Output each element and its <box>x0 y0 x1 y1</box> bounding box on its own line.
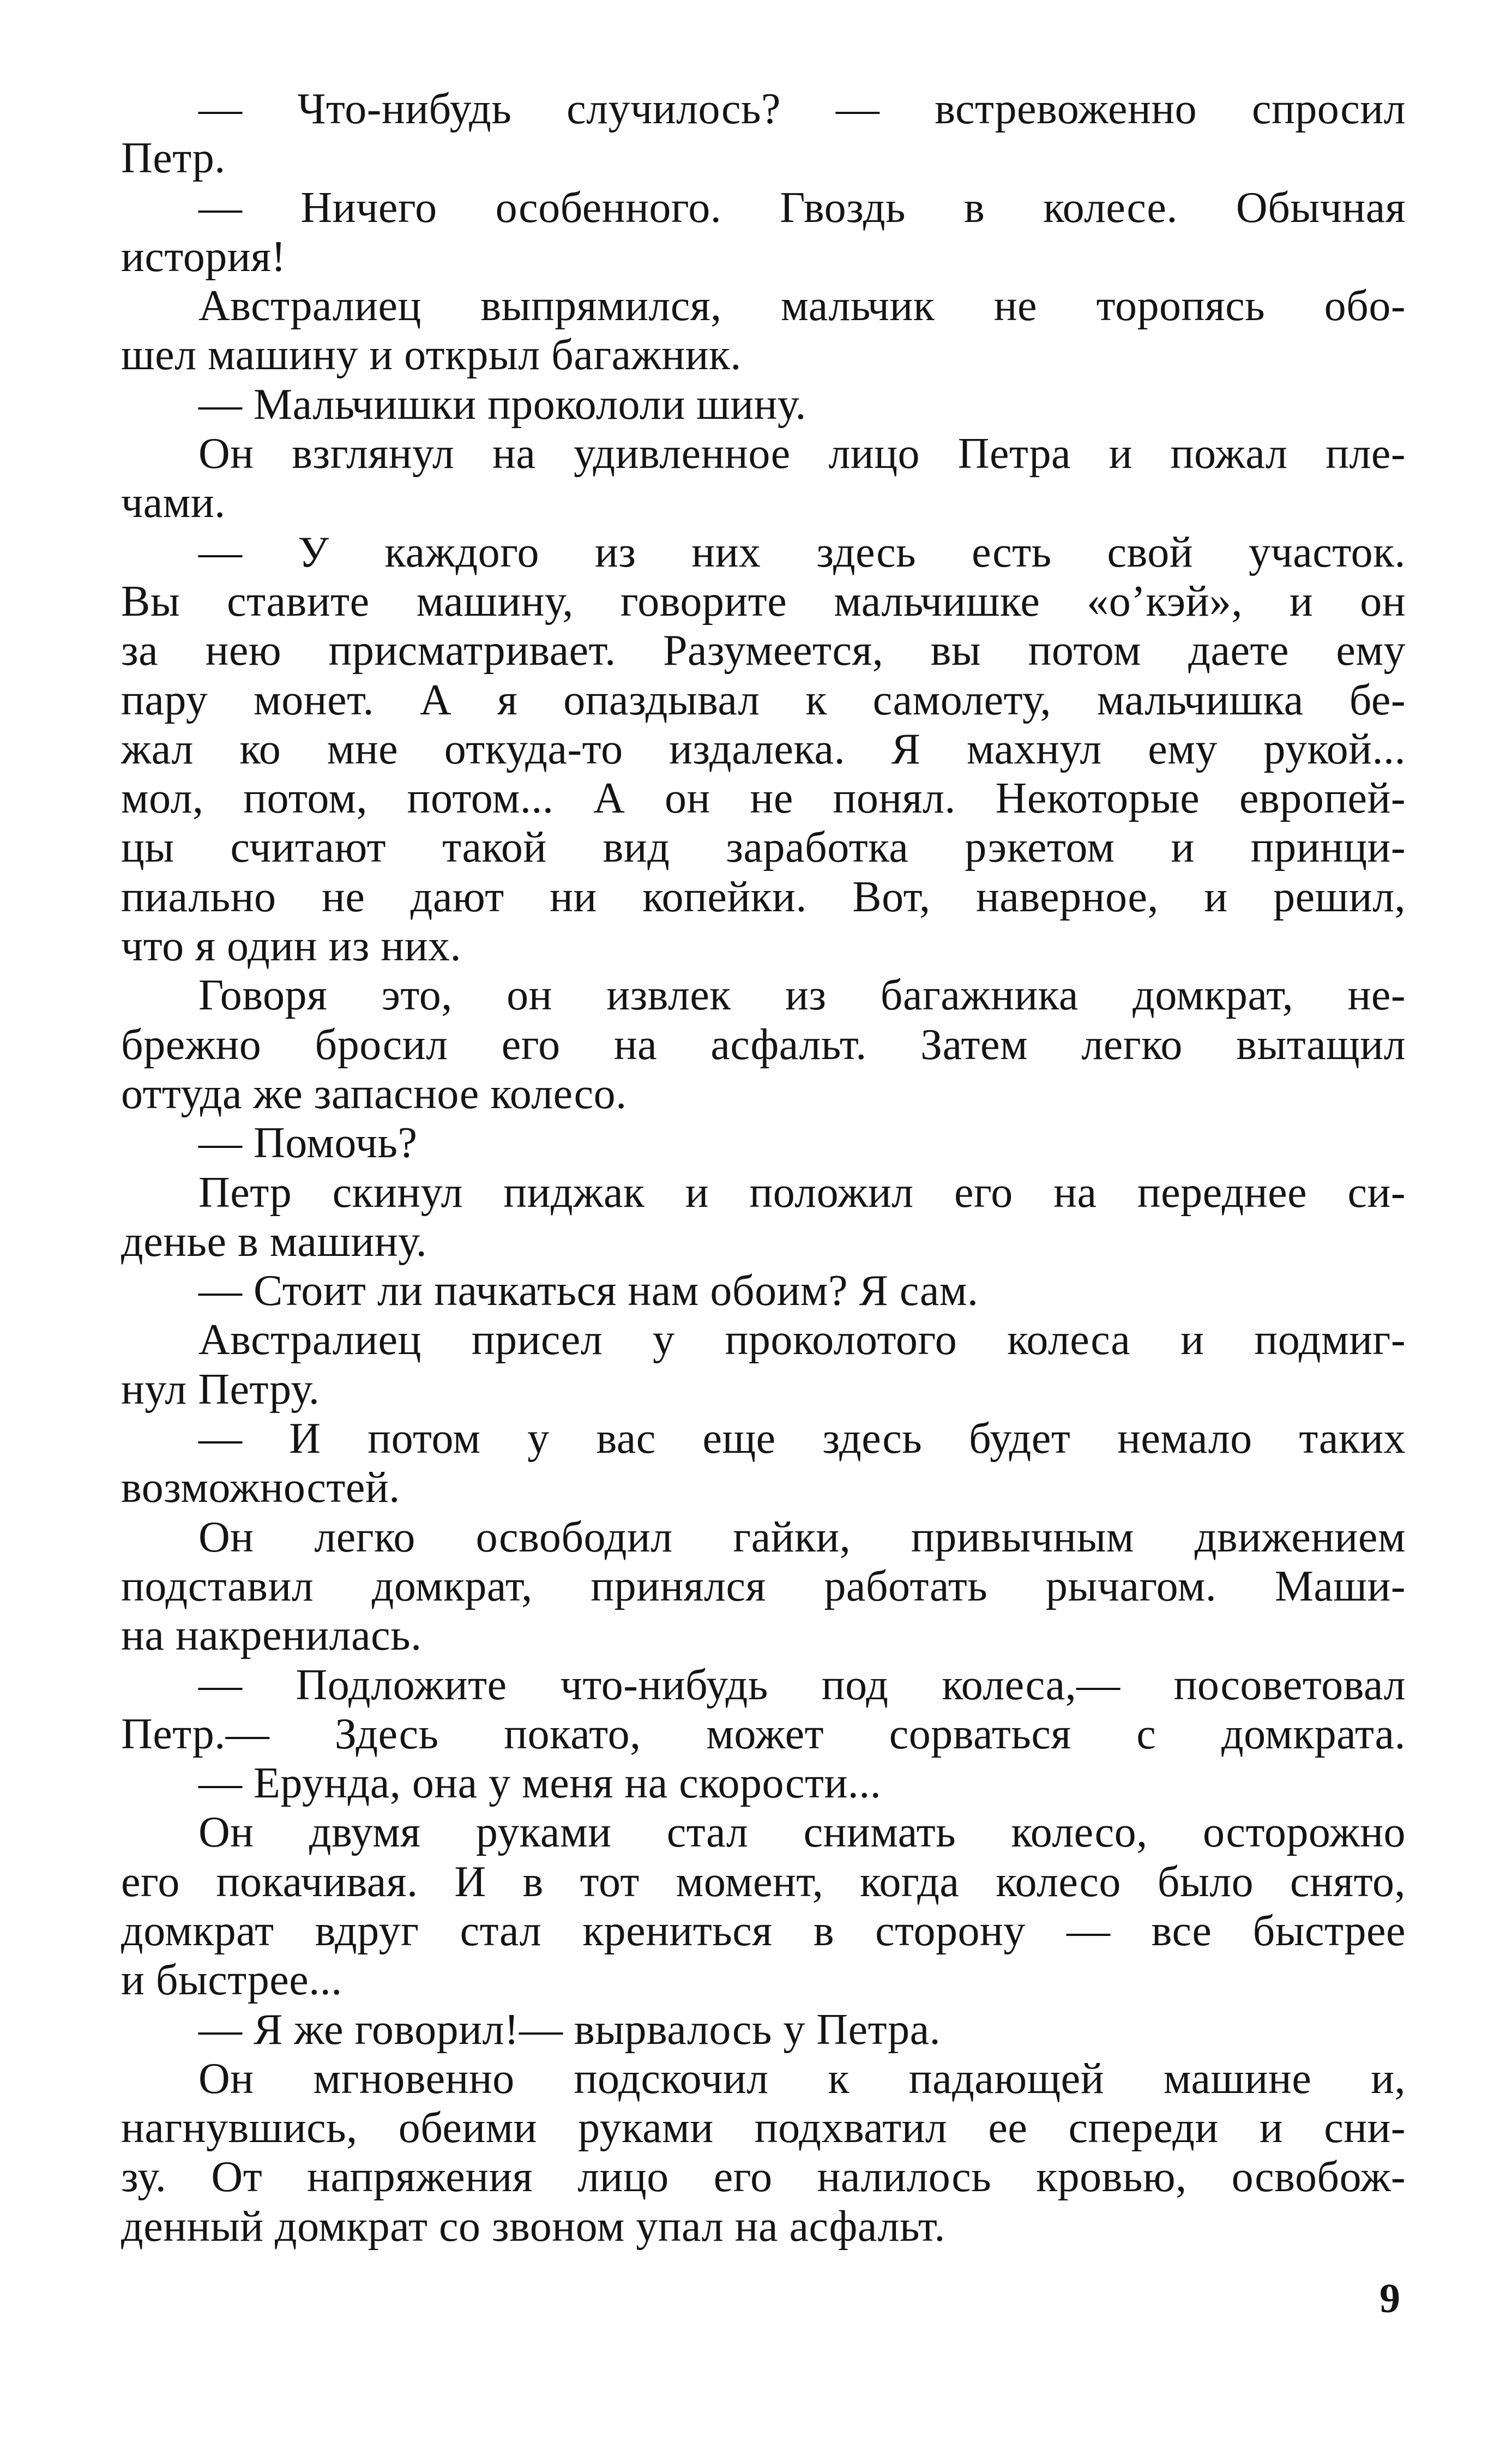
text-line: история! <box>121 232 286 281</box>
text-line: зу. От напряжения лицо его налилось кровью, освобож- <box>121 2153 1406 2202</box>
text-line: возможностей. <box>121 1464 400 1512</box>
text-line: — Подложите что-нибудь под колеса,— посоветовал <box>198 1661 1406 1709</box>
text-line: Он легко освободил гайки, привычным движением <box>198 1513 1406 1561</box>
text-line: Петр.— Здесь покато, может сорваться с домкрата. <box>121 1710 1406 1758</box>
text-line: что я один из них. <box>121 922 461 971</box>
text-line: Австралиец выпрямился, мальчик не торопясь обо- <box>198 282 1406 330</box>
text-line: денье в машину. <box>121 1217 427 1266</box>
text-line: жал ко мне откуда-то издалека. Я махнул ему рукой... <box>121 725 1406 773</box>
text-line: мол, потом, потом... А он не понял. Некоторые европей- <box>121 774 1406 823</box>
text-line: — Стоит ли пачкаться нам обоим? Я сам. <box>198 1267 979 1315</box>
text-line: пиально не дают ни копейки. Вот, наверное, и решил, <box>121 873 1406 921</box>
text-line: оттуда же запасное колесо. <box>121 1069 627 1118</box>
text-line: шел машину и открыл багажник. <box>121 331 742 380</box>
text-line: домкрат вдруг стал крениться в сторону — все быстрее <box>121 1906 1406 1955</box>
text-line: — У каждого из них здесь есть свой участок. <box>198 528 1406 576</box>
text-line: Австралиец присел у проколотого колеса и подмиг- <box>198 1316 1406 1364</box>
text-line: — Мальчишки прокололи шину. <box>198 380 806 429</box>
text-line: — Ничего особенного. Гвоздь в колесе. Обычная <box>198 183 1406 232</box>
text-line: и быстрее... <box>121 1956 342 2005</box>
text-line: — Я же говорил!— вырвалось у Петра. <box>198 2005 941 2054</box>
text-line: пару монет. А я опаздывал к самолету, мальчишка бе- <box>121 676 1406 724</box>
text-line: — Ерунда, она у меня на скорости... <box>198 1759 882 1808</box>
text-line: на накренилась. <box>121 1611 422 1660</box>
text-line: подставил домкрат, принялся работать рычагом. Маши- <box>121 1562 1406 1610</box>
text-line: Петр. <box>121 134 226 183</box>
text-line: Вы ставите машину, говорите мальчишке «о’кэй», и он <box>121 577 1406 625</box>
text-line: нагнувшись, обеими руками подхватил ее спереди и сни- <box>121 2104 1406 2152</box>
text-line: Говоря это, он извлек из багажника домкрат, не- <box>198 971 1406 1020</box>
page-number: 9 <box>1380 2276 1400 2321</box>
text-line: цы считают такой вид заработка рэкетом и принци- <box>121 823 1406 872</box>
text-line: Он мгновенно подскочил к падающей машине и, <box>198 2054 1406 2103</box>
text-line: нул Петру. <box>121 1365 320 1414</box>
text-line: Он взглянул на удивленное лицо Петра и пожал пле- <box>198 430 1406 478</box>
body-text <box>121 85 1406 2251</box>
text-line: Он двумя руками стал снимать колесо, осторожно <box>198 1808 1406 1857</box>
text-line: брежно бросил его на асфальт. Затем легко вытащил <box>121 1020 1406 1069</box>
text-line: Петр скинул пиджак и положил его на переднее си- <box>198 1168 1406 1217</box>
text-line: его покачивая. И в тот момент, когда колесо было снято, <box>121 1857 1406 1906</box>
text-line: денный домкрат со звоном упал на асфальт. <box>121 2202 945 2251</box>
text-line: чами. <box>121 479 226 527</box>
text-line: — Помочь? <box>198 1119 418 1168</box>
text-line: — И потом у вас еще здесь будет немало таких <box>198 1415 1406 1463</box>
text-line: за нею присматривает. Разумеется, вы потом даете ему <box>121 627 1406 675</box>
text-line: — Что-нибудь случилось? — встревоженно спросил <box>198 85 1406 133</box>
